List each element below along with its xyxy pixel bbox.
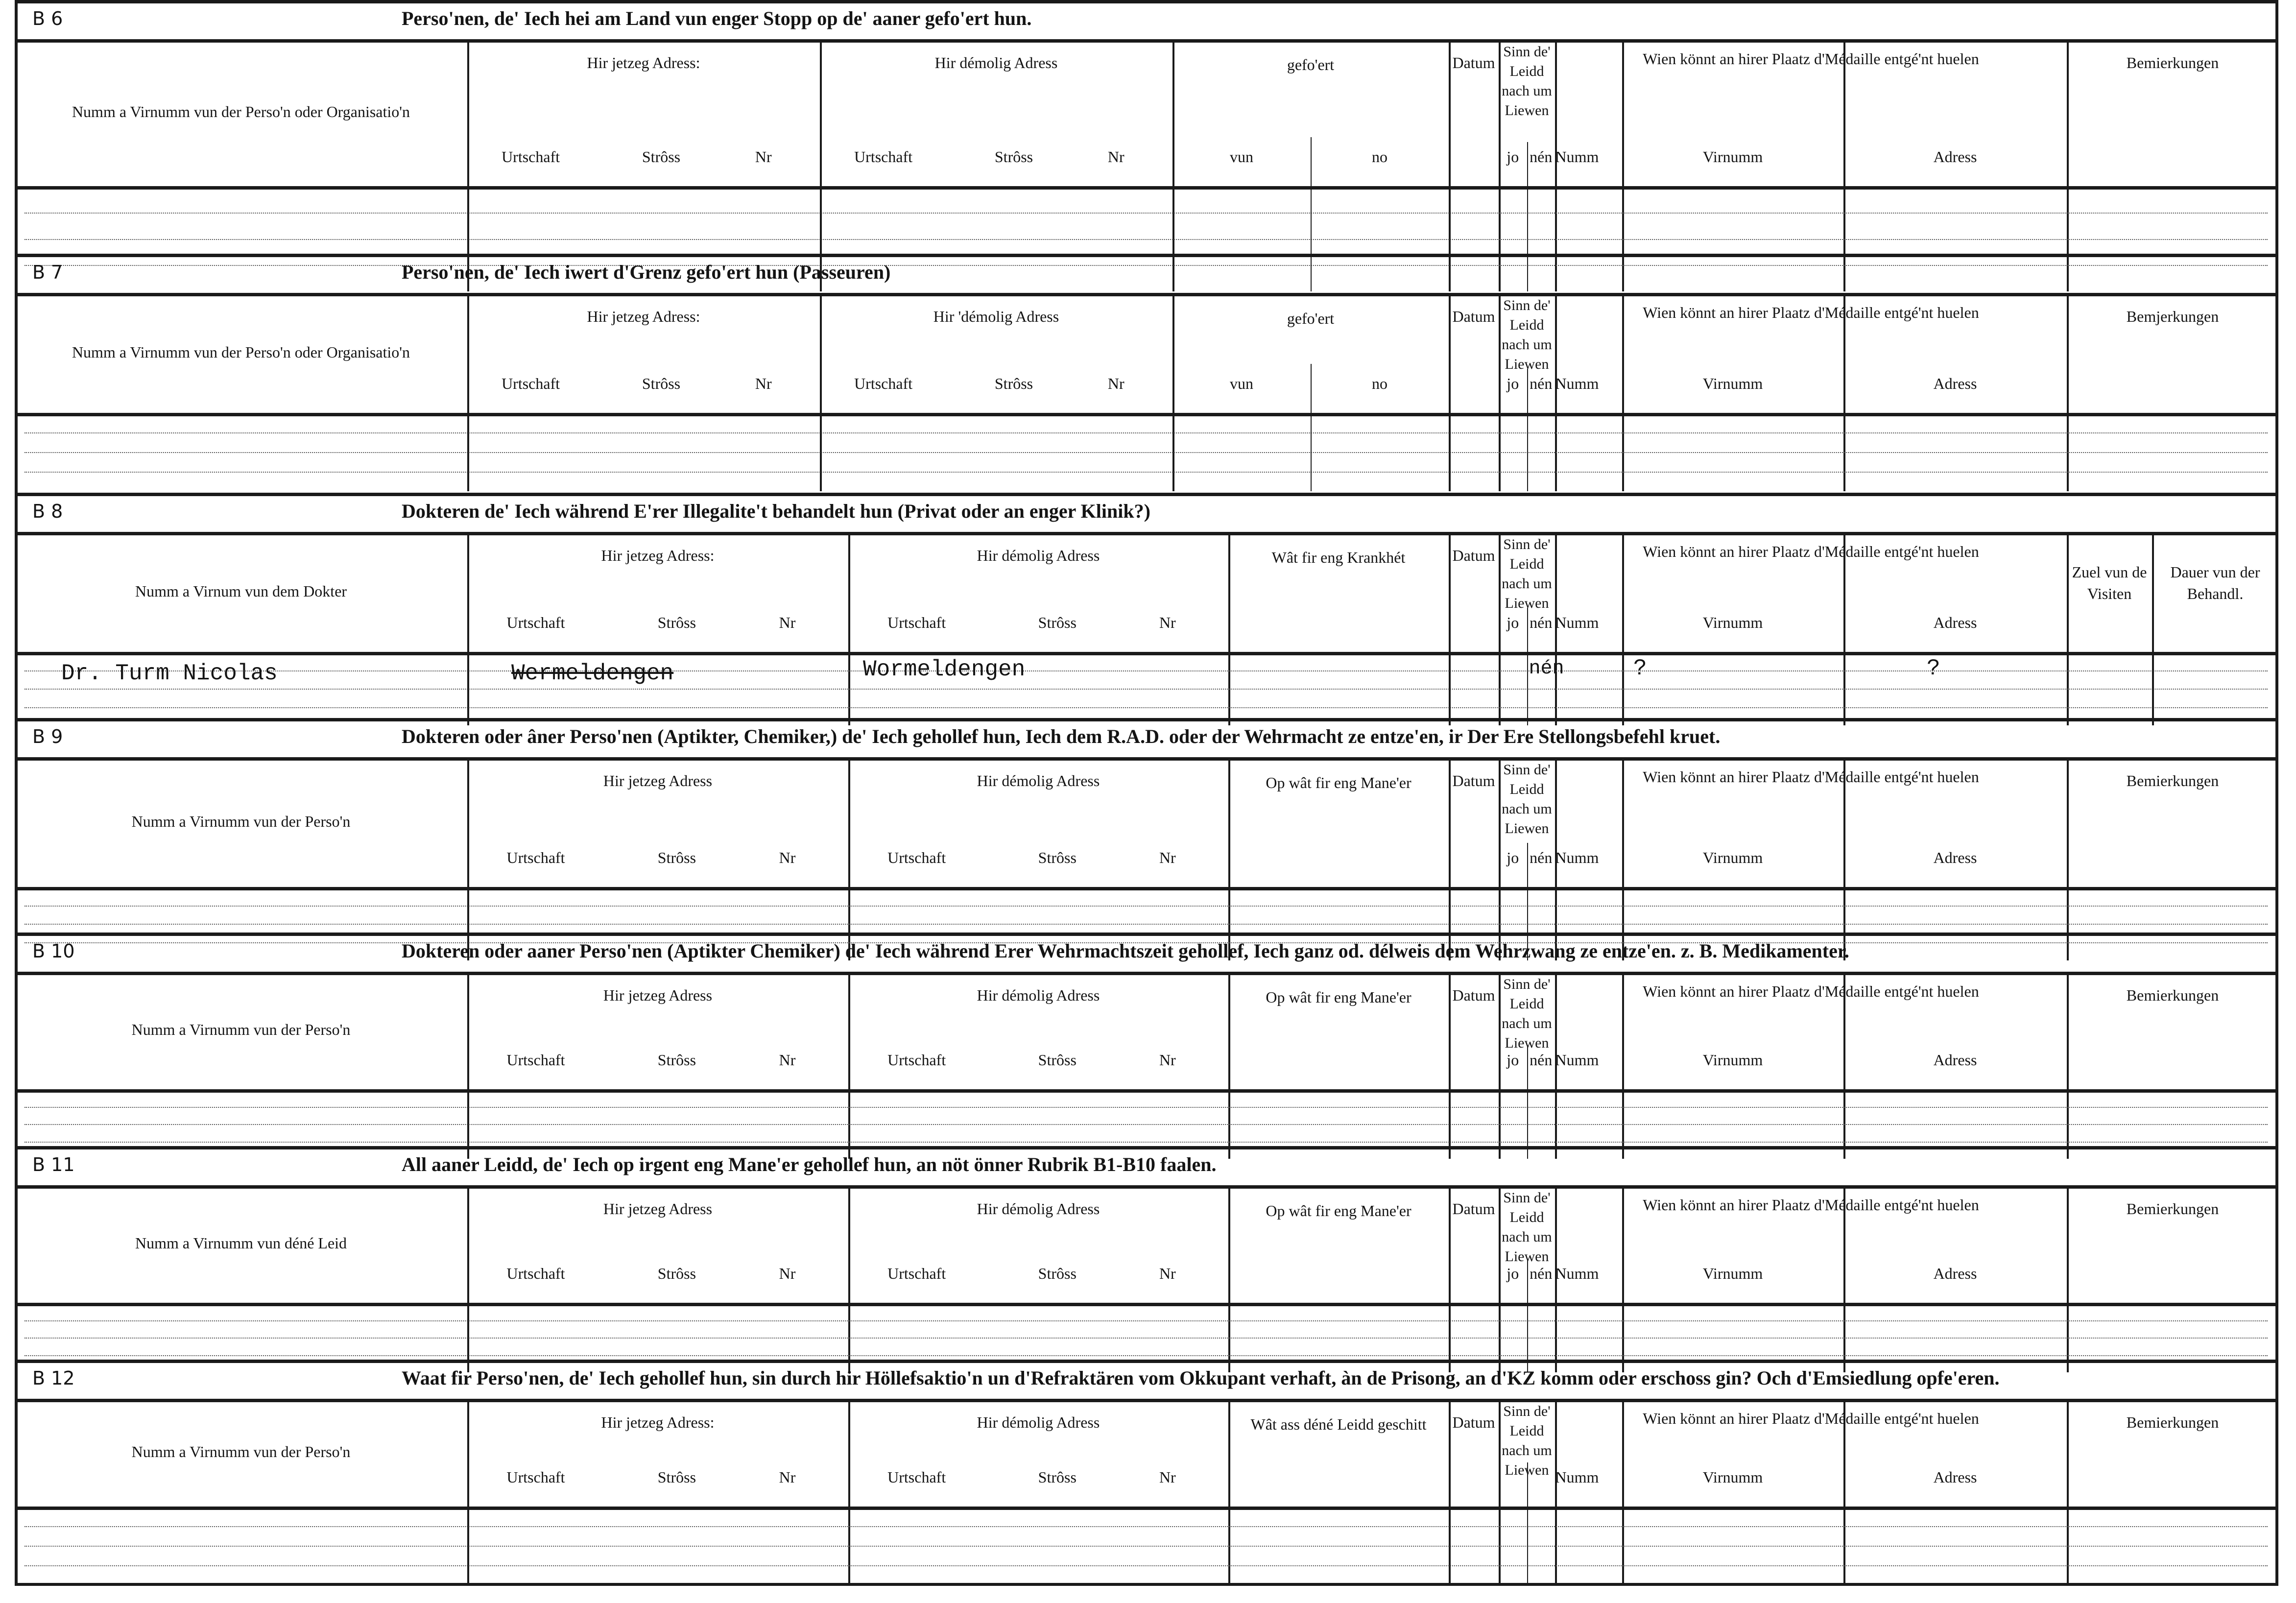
header-to: no <box>1372 148 1387 166</box>
header-current-address: Hir jetzeg Adress <box>603 1200 713 1218</box>
header-former-street: Strôss <box>994 375 1033 392</box>
header-former-place: Urtschaft <box>854 148 913 166</box>
header-current-place: Urtschaft <box>506 849 565 866</box>
header-no: nén <box>1530 849 1553 866</box>
entry-line <box>24 1355 2268 1356</box>
column-divider <box>2067 532 2069 725</box>
header-current-nr: Nr <box>779 614 796 631</box>
entry-line <box>24 432 2268 433</box>
header-former-nr: Nr <box>1107 148 1124 166</box>
header-remarks: Bemierkungen <box>2126 54 2219 72</box>
header-name: Numm a Virnumm vun der Perso'n <box>131 1443 351 1460</box>
entry-medal-first-name[interactable]: ? <box>1927 656 1940 681</box>
header-column-3: Op wât fir eng Mane'er <box>1266 1202 1411 1220</box>
header-former-place: Urtschaft <box>854 375 913 392</box>
entry-line <box>24 689 2268 690</box>
entry-line <box>24 1142 2268 1143</box>
entry-line <box>24 924 2268 925</box>
header-remarks: Bemierkungen <box>2126 772 2219 790</box>
header-no: nén <box>1530 1265 1553 1282</box>
header-current-nr: Nr <box>779 849 796 866</box>
header-current-street: Strôss <box>657 614 696 631</box>
header-former-street: Strôss <box>1038 1265 1076 1282</box>
header-alive: Sinn de' Leidd nach um Liewen <box>1502 536 1552 611</box>
header-date: Datum <box>1452 1413 1495 1431</box>
column-divider <box>1228 1399 1230 1585</box>
header-no: nén <box>1530 614 1553 631</box>
header-medal-address: Adress <box>1933 614 1977 631</box>
column-divider <box>1228 532 1230 725</box>
header-medal-address: Adress <box>1933 1468 1977 1486</box>
header-former-address: Hir démolig Adress <box>977 772 1100 790</box>
header-current-place: Urtschaft <box>506 1265 565 1282</box>
header-name: Numm a Virnum vun dem Dokter <box>135 582 347 600</box>
header-former-nr: Nr <box>1159 1051 1176 1069</box>
column-divider <box>1499 1399 1501 1585</box>
header-current-place: Urtschaft <box>506 614 565 631</box>
header-medal-name: Numm <box>1555 1468 1599 1486</box>
header-name: Numm a Virnumm vun der Perso'n <box>131 1021 351 1038</box>
section-title: Perso'nen, de' Iech hei am Land vun enger Stopp op de' aaner gefo'ert hun. <box>402 7 1032 29</box>
header-current-nr: Nr <box>779 1265 796 1282</box>
section-top-rule <box>15 718 2278 721</box>
entry-line <box>24 1124 2268 1125</box>
header-no: nén <box>1530 1051 1553 1069</box>
header-former-street: Strôss <box>1038 1468 1076 1486</box>
header-medal-first-name: Virnumm <box>1702 849 1763 866</box>
section-b6 <box>15 0 2278 291</box>
header-name: Numm a Virnumm vun der Perso'n <box>131 812 351 830</box>
header-top-rule <box>15 532 2278 535</box>
entry-line <box>24 239 2268 240</box>
section-title: Dokteren oder âner Perso'nen (Aptikter, Chemiker,) de' Iech gehollef hun, Iech dem R.A.D. oder der Wehrmacht ze entze'en, ir Der Ere Stellongsbefehl kruet. <box>402 725 1721 747</box>
header-former-street: Strôss <box>1038 614 1076 631</box>
header-yes: jo <box>1507 148 1519 166</box>
header-former-place: Urtschaft <box>887 849 946 866</box>
header-yes: jo <box>1507 375 1519 392</box>
header-from: vun <box>1230 375 1253 392</box>
entry-line <box>24 906 2268 907</box>
header-medal-address: Adress <box>1933 375 1977 392</box>
entry-line <box>24 1546 2268 1547</box>
header-current-address: Hir jetzeg Adress <box>603 986 713 1004</box>
section-top-rule <box>15 1146 2278 1149</box>
header-column-3: gefo'ert <box>1287 310 1335 327</box>
header-top-rule <box>15 757 2278 761</box>
header-former-address: Hir démolig Adress <box>977 1200 1100 1218</box>
header-former-place: Urtschaft <box>887 1051 946 1069</box>
section-code: B 9 <box>32 726 63 747</box>
entry-line <box>24 707 2268 708</box>
header-date: Datum <box>1452 1200 1495 1218</box>
header-top-rule <box>15 293 2278 296</box>
header-medal-first-name: Virnumm <box>1702 614 1763 631</box>
header-current-street: Strôss <box>657 1468 696 1486</box>
header-medal-first-name: Virnumm <box>1702 1265 1763 1282</box>
header-medal: Wien könnt an hirer Plaatz d'Médaille entgé'nt huelen <box>1643 543 1979 560</box>
header-alive: Sinn de' Leidd nach um Liewen <box>1502 297 1552 372</box>
section-b9 <box>15 718 2278 960</box>
entry-line <box>24 452 2268 453</box>
header-current-place: Urtschaft <box>506 1051 565 1069</box>
section-top-rule <box>15 493 2278 496</box>
header-alive: Sinn de' Leidd nach um Liewen <box>1502 1190 1552 1265</box>
header-medal-first-name: Virnumm <box>1702 148 1763 166</box>
header-alive: Sinn de' Leidd nach um Liewen <box>1502 1403 1552 1478</box>
section-b12 <box>15 1360 2278 1585</box>
section-b10 <box>15 933 2278 1159</box>
header-current-address: Hir jetzeg Adress: <box>601 1413 715 1431</box>
entry-alive-no[interactable]: nén <box>1529 658 1564 680</box>
header-medal: Wien könnt an hirer Plaatz d'Médaille entgé'nt huelen <box>1643 1196 1979 1214</box>
header-medal-name: Numm <box>1555 849 1599 866</box>
header-yes: jo <box>1507 1265 1519 1282</box>
entry-line <box>24 1107 2268 1108</box>
header-alive: Sinn de' Leidd nach um Liewen <box>1502 44 1552 119</box>
entry-line <box>24 472 2268 473</box>
header-column-3: Wât ass déné Leidd geschitt <box>1250 1415 1427 1433</box>
header-column-3: Wât fir eng Krankhét <box>1271 549 1406 566</box>
header-date: Datum <box>1452 772 1495 790</box>
header-former-address: Hir démolig Adress <box>977 986 1100 1004</box>
header-current-street: Strôss <box>642 375 681 392</box>
header-bottom-rule <box>15 186 2278 190</box>
header-former-nr: Nr <box>1159 849 1176 866</box>
header-former-street: Strôss <box>1038 849 1076 866</box>
header-bottom-rule <box>15 1089 2278 1093</box>
header-column-3: Op wât fir eng Mane'er <box>1266 774 1411 791</box>
entry-doctor-name[interactable]: Dr. Turm Nicolas <box>61 661 278 686</box>
entry-medal-name[interactable]: ? <box>1633 656 1647 681</box>
header-current-street: Strôss <box>657 1051 696 1069</box>
section-code: B 6 <box>32 8 63 29</box>
header-medal: Wien könnt an hirer Plaatz d'Médaille entgé'nt huelen <box>1643 1410 1979 1427</box>
section-top-rule <box>15 933 2278 936</box>
header-medal-name: Numm <box>1555 375 1599 392</box>
header-top-rule <box>15 972 2278 975</box>
section-b8 <box>15 493 2278 725</box>
column-divider <box>1555 1399 1557 1585</box>
header-bottom-rule <box>15 887 2278 890</box>
header-current-nr: Nr <box>779 1051 796 1069</box>
header-top-rule <box>15 39 2278 43</box>
section-code: B 11 <box>32 1154 75 1175</box>
header-no: nén <box>1530 375 1553 392</box>
entry-current-place[interactable]: Wermeldengen <box>511 661 674 686</box>
header-medal-address: Adress <box>1933 1051 1977 1069</box>
header-top-rule <box>15 1185 2278 1189</box>
header-medal-address: Adress <box>1933 849 1977 866</box>
header-medal-name: Numm <box>1555 148 1599 166</box>
column-divider <box>1228 1185 1230 1372</box>
header-former-nr: Nr <box>1159 1265 1176 1282</box>
header-medal: Wien könnt an hirer Plaatz d'Médaille entgé'nt huelen <box>1643 982 1979 1000</box>
header-name: Numm a Virnumm vun der Perso'n oder Organisatio'n <box>72 103 410 120</box>
header-remarks: Bemierkungen <box>2126 1200 2219 1218</box>
header-name: Numm a Virnumm vun déné Leid <box>135 1234 347 1252</box>
entry-former-place[interactable]: Wormeldengen <box>863 657 1026 682</box>
header-current-nr: Nr <box>755 375 772 392</box>
header-remarks: Bemjerkungen <box>2126 308 2219 325</box>
section-code: B 12 <box>32 1367 75 1389</box>
header-current-nr: Nr <box>779 1468 796 1486</box>
header-former-address: Hir démolig Adress <box>934 54 1058 72</box>
header-current-street: Strôss <box>657 849 696 866</box>
header-date: Datum <box>1452 986 1495 1004</box>
header-medal-first-name: Virnumm <box>1702 1468 1763 1486</box>
header-current-address: Hir jetzeg Adress: <box>587 54 700 72</box>
header-former-nr: Nr <box>1107 375 1124 392</box>
yes-no-divider <box>1527 1462 1528 1585</box>
header-current-place: Urtschaft <box>502 148 560 166</box>
header-former-address: Hir démolig Adress <box>977 547 1100 564</box>
header-bottom-rule <box>15 1507 2278 1510</box>
header-medal: Wien könnt an hirer Plaatz d'Médaille entgé'nt huelen <box>1643 50 1979 68</box>
section-code: B 7 <box>32 262 63 283</box>
column-divider <box>1228 972 1230 1159</box>
header-medal-name: Numm <box>1555 614 1599 631</box>
header-yes: jo <box>1507 849 1519 866</box>
section-top-rule <box>15 1360 2278 1363</box>
header-current-address: Hir jetzeg Adress: <box>601 547 715 564</box>
header-medal-address: Adress <box>1933 148 1977 166</box>
header-date: Datum <box>1452 547 1495 564</box>
header-remarks: Bemierkungen <box>2126 1413 2219 1431</box>
header-current-street: Strôss <box>642 148 681 166</box>
header-bottom-rule <box>15 413 2278 416</box>
header-current-place: Urtschaft <box>506 1468 565 1486</box>
header-medal-name: Numm <box>1555 1051 1599 1069</box>
header-no: nén <box>1530 148 1553 166</box>
header-date: Datum <box>1452 54 1495 72</box>
section-b7 <box>15 254 2278 491</box>
column-divider <box>1228 757 1230 960</box>
header-alive: Sinn de' Leidd nach um Liewen <box>1502 976 1552 1051</box>
header-name: Numm a Virnumm vun der Perso'n oder Organisatio'n <box>72 343 410 361</box>
column-divider <box>2152 532 2154 725</box>
section-title: Waat fir Perso'nen, de' Iech gehollef hun, sin durch hir Höllefsaktio'n un d'Refraktären vom Okkupant verhaft, àn de Prisong, an d'KZ komm oder erschoss gin? Och d'Emsiedlung opfe'eren. <box>402 1367 2000 1389</box>
header-yes: jo <box>1507 1051 1519 1069</box>
header-date: Datum <box>1452 308 1495 325</box>
header-yes: jo <box>1507 614 1519 631</box>
header-current-address: Hir jetzeg Adress <box>603 772 713 790</box>
header-remarks: Bemierkungen <box>2126 986 2219 1004</box>
section-title: Perso'nen, de' Iech iwert d'Grenz gefo'ert hun (Passeuren) <box>402 261 891 283</box>
section-title: Dokteren de' Iech während E'rer Illegalite't behandelt hun (Privat oder an enger Klinik?) <box>402 500 1150 522</box>
header-medal: Wien könnt an hirer Plaatz d'Médaille entgé'nt huelen <box>1643 304 1979 321</box>
entry-line <box>24 1320 2268 1321</box>
section-title: All aaner Leidd, de' Iech op irgent eng Mane'er gehollef hun, an nöt önner Rubrik B1-B10 faalen. <box>402 1153 1217 1175</box>
section-b11 <box>15 1146 2278 1372</box>
entry-line <box>24 1338 2268 1339</box>
header-bottom-rule <box>15 652 2278 655</box>
header-former-place: Urtschaft <box>887 1468 946 1486</box>
section-top-rule <box>15 0 2278 3</box>
header-current-street: Strôss <box>657 1265 696 1282</box>
section-code: B 8 <box>32 501 63 522</box>
header-top-rule <box>15 1399 2278 1402</box>
header-former-place: Urtschaft <box>887 614 946 631</box>
section-top-rule <box>15 254 2278 257</box>
header-medal-name: Numm <box>1555 1265 1599 1282</box>
header-former-street: Strôss <box>1038 1051 1076 1069</box>
header-medal: Wien könnt an hirer Plaatz d'Médaille entgé'nt huelen <box>1643 768 1979 786</box>
header-current-place: Urtschaft <box>502 375 560 392</box>
section-title: Dokteren oder aaner Perso'nen (Aptikter Chemiker) de' Iech während Erer Wehrmachtszeit gehollef, Iech ganz od. délweis dem Wehrzwang ze entze'en. z. B. Medikamenter. <box>402 940 1849 962</box>
entry-line <box>24 1526 2268 1527</box>
header-former-address: Hir démolig Adress <box>977 1413 1100 1431</box>
header-former-nr: Nr <box>1159 1468 1176 1486</box>
header-from: vun <box>1230 148 1253 166</box>
header-to: no <box>1372 375 1387 392</box>
header-bottom-rule <box>15 1303 2278 1306</box>
header-medal-first-name: Virnumm <box>1702 1051 1763 1069</box>
header-former-place: Urtschaft <box>887 1265 946 1282</box>
header-duration: Dauer vun der Behandl. <box>2170 563 2260 602</box>
header-medal-first-name: Virnumm <box>1702 375 1763 392</box>
header-current-address: Hir jetzeg Adress: <box>587 308 700 325</box>
header-column-3: Op wât fir eng Mane'er <box>1266 988 1411 1006</box>
header-medal-address: Adress <box>1933 1265 1977 1282</box>
header-former-nr: Nr <box>1159 614 1176 631</box>
section-code: B 10 <box>32 940 75 962</box>
entry-line <box>24 213 2268 214</box>
header-column-3: gefo'ert <box>1287 56 1335 73</box>
entry-line <box>24 1565 2268 1566</box>
header-former-address: Hir 'démolig Adress <box>933 308 1059 325</box>
header-former-street: Strôss <box>994 148 1033 166</box>
header-alive: Sinn de' Leidd nach um Liewen <box>1502 762 1552 837</box>
header-visits: Zuel vun de Visiten <box>2072 563 2147 602</box>
header-current-nr: Nr <box>755 148 772 166</box>
